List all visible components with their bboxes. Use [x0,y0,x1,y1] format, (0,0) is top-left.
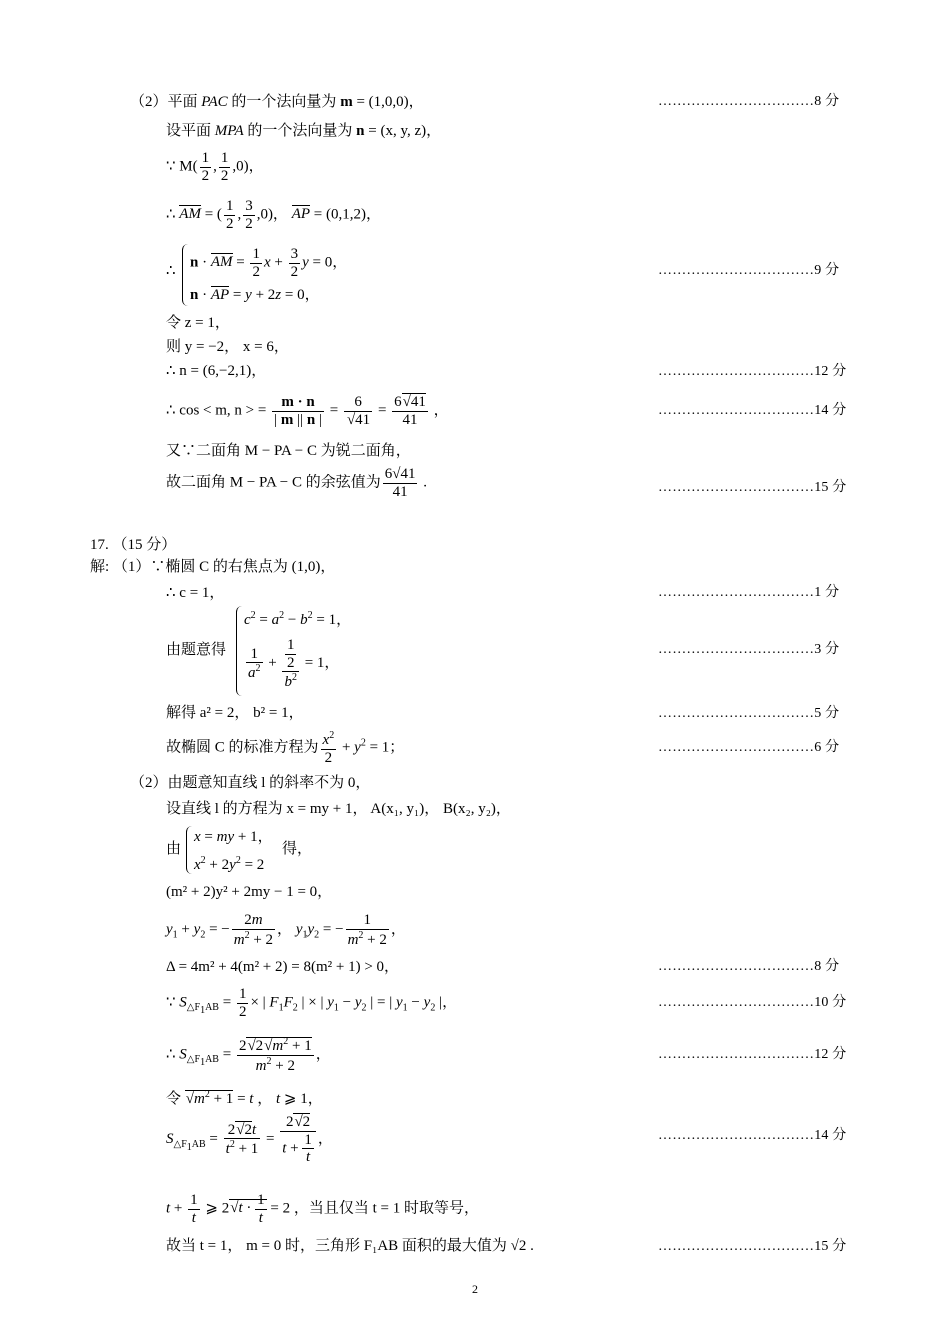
fraction: $\frac{1}{2}$ [201,150,210,184]
score-5: ……………………………5 分 [658,706,840,721]
score-12b: ……………………………12 分 [658,1047,847,1062]
q17-system2-post: 得， [282,841,313,857]
q17-line-discriminant: Δ = 4m² + 4(m² + 2) = 8(m² + 1) > 0， [166,959,400,975]
q17-system-eq-2: $\frac{1}{a^2}$ + $\frac{\frac{1}{2}}{b^2}$ = 1， [248,637,340,690]
score-14: ……………………………14 分 [658,403,847,418]
q17-line-line-eq: 设直线 l 的方程为 x = my + 1， A(x₁, y₁)， B(x₂, y₂)， [166,801,511,817]
score-15b: ……………………………15 分 [658,1239,847,1254]
q17-line-conclusion: 故当 t = 1， m = 0 时，三角形 F₁AB 面积的最大值为 √2 . [166,1238,534,1254]
score-12: ……………………………12 分 [658,364,847,379]
text: 的一个法向量为 [243,123,357,139]
q17-line-c: ∴ c = 1， [166,585,225,601]
text: = (1,0,0)， [352,94,424,110]
text: ∴ [166,206,176,223]
text: n [356,123,365,139]
text: ∴ cos < m, n > = [166,402,271,419]
q17-line-quadratic: (m² + 2)y² + 2my − 1 = 0， [166,884,333,900]
score-8b: ……………………………8 分 [658,959,840,974]
q17-line-area-t: $S_{\triangle F_1AB}$ = $\frac{2√2t}{t^2 + 1}$ = 2√2 t + $\frac{1}{t}$ ， [166,1114,333,1165]
q17-system-eq-1: $c^2 = a^2 - b^2 = 1$， [244,610,352,628]
system-brace [186,826,193,874]
score-14b: ……………………………14 分 [658,1128,847,1143]
q17-line-equation: 故椭圆 C 的标准方程为 $\frac{x^2}{2}$ + $y^2 = 1$； [166,730,405,766]
system-eq-1: n · AM = $\frac{1}{2}$ x + $\frac{3}{2}$ y = 0， [190,246,348,280]
score-8: ……………………………8 分 [658,94,840,109]
score-6: ……………………………6 分 [658,740,840,755]
system-eq-2: n · AP = y + 2z = 0， [190,287,320,303]
line-vector-am: ∴ AM = ( $\frac{1}{2}$ , $\frac{3}{2}$ ,0)， AP = (0,1,2)， [166,198,381,232]
q17-line-focus: 解: （1）∵椭圆 C 的右焦点为 (1,0)， [90,559,336,575]
text: （2）平面 [130,94,202,110]
q17-heading: 17. （15 分） [90,537,177,553]
q17-system2-eq-1: x = my + 1， [194,829,273,845]
line-cos-value: 故二面角 M − PA − C 的余弦值为 $\frac{6√41}{41}$ . [166,466,427,500]
text: 的一个法向量为 [227,94,341,110]
text: 故椭圆 C 的标准方程为 [166,739,319,756]
text: PAC [201,94,228,110]
fraction: $\frac{3}{2}$ [245,198,253,232]
line-point-m: ∵ M( $\frac{1}{2}$ , $\frac{1}{2}$ ,0)， [166,150,264,184]
system-brace [236,606,243,696]
fraction: $\frac{1}{2}$ [225,198,234,232]
q17-system-label: 由题意得 [166,642,227,658]
score-1: ……………………………1 分 [658,585,840,600]
q17-line-area: ∵ $S_{\triangle F_1AB}$ = $\frac{1}{2}$ × | $F_1F_2$ | × | $y_1 - y_2$ | = | $y_1 - y_2$ |， [166,986,458,1020]
q17-system2-label: 由 [166,841,182,857]
score-9: ……………………………9 分 [658,263,840,278]
text: 故二面角 M − PA − C 的余弦值为 [166,474,381,491]
line-acute-dihedral: 又∵二面角 M − PA − C 为锐二面角， [166,443,411,459]
page-number: 2 [472,1282,478,1296]
line-let-z: 令 z = 1， [166,315,230,331]
line-n-value: ∴ n = (6,−2,1)， [166,363,267,379]
q17-line-slope: （2）由题意知直线 l 的斜率不为 0， [130,775,371,791]
q17-line-let-t: 令 $√m^2 + 1 = t$ ， t ⩾ 1， [166,1089,323,1107]
text: ∵ M( [166,158,198,175]
q17-line-vieta: $y_1 + y_2$ = − $\frac{2m}{m^2 + 2}$ ， $y_1y_2$ = − $\frac{1}{m^2 + 2}$ ， [166,912,406,948]
line-normal-vector-n [166,124,441,139]
q17-line-solve: 解得 a² = 2， b² = 1， [166,705,304,721]
fraction: $\frac{1}{2}$ [220,150,229,184]
system-brace [182,244,189,306]
q17-line-area-value: ∴ $S_{\triangle F_1AB}$ = $\frac{2√2√m^2 + 1}{m^2 + 2}$ ， [166,1036,331,1074]
text: MPA [214,123,244,139]
text: 设平面 [166,123,215,139]
q17-line-amgm: t + $\frac{1}{t}$ ⩾ 2√t · $\frac{1}{t}$ = 2 ，当且仅当 t = 1 时取等号， [166,1192,479,1226]
line-normal-vector-m [130,95,424,110]
line-then-y-x: 则 y = −2， x = 6， [166,339,289,355]
therefore-symbol: ∴ [166,263,176,279]
text: 当且仅当 t = 1 时取等号， [308,1200,479,1217]
score-10: ……………………………10 分 [658,995,847,1010]
score-3: ……………………………3 分 [658,642,840,657]
line-cos: ∴ cos < m, n > = $\frac{m \cdot n}{| m || n |}$ = $\frac{6}{√41}$ = $\frac{6√41}{41}$ ， [166,394,449,428]
score-15: ……………………………15 分 [658,480,847,495]
q17-system2-eq-2: $x^2 + 2y^2 = 2$ [194,855,265,873]
text: m [340,94,353,110]
text: = (x, y, z)， [364,123,442,139]
